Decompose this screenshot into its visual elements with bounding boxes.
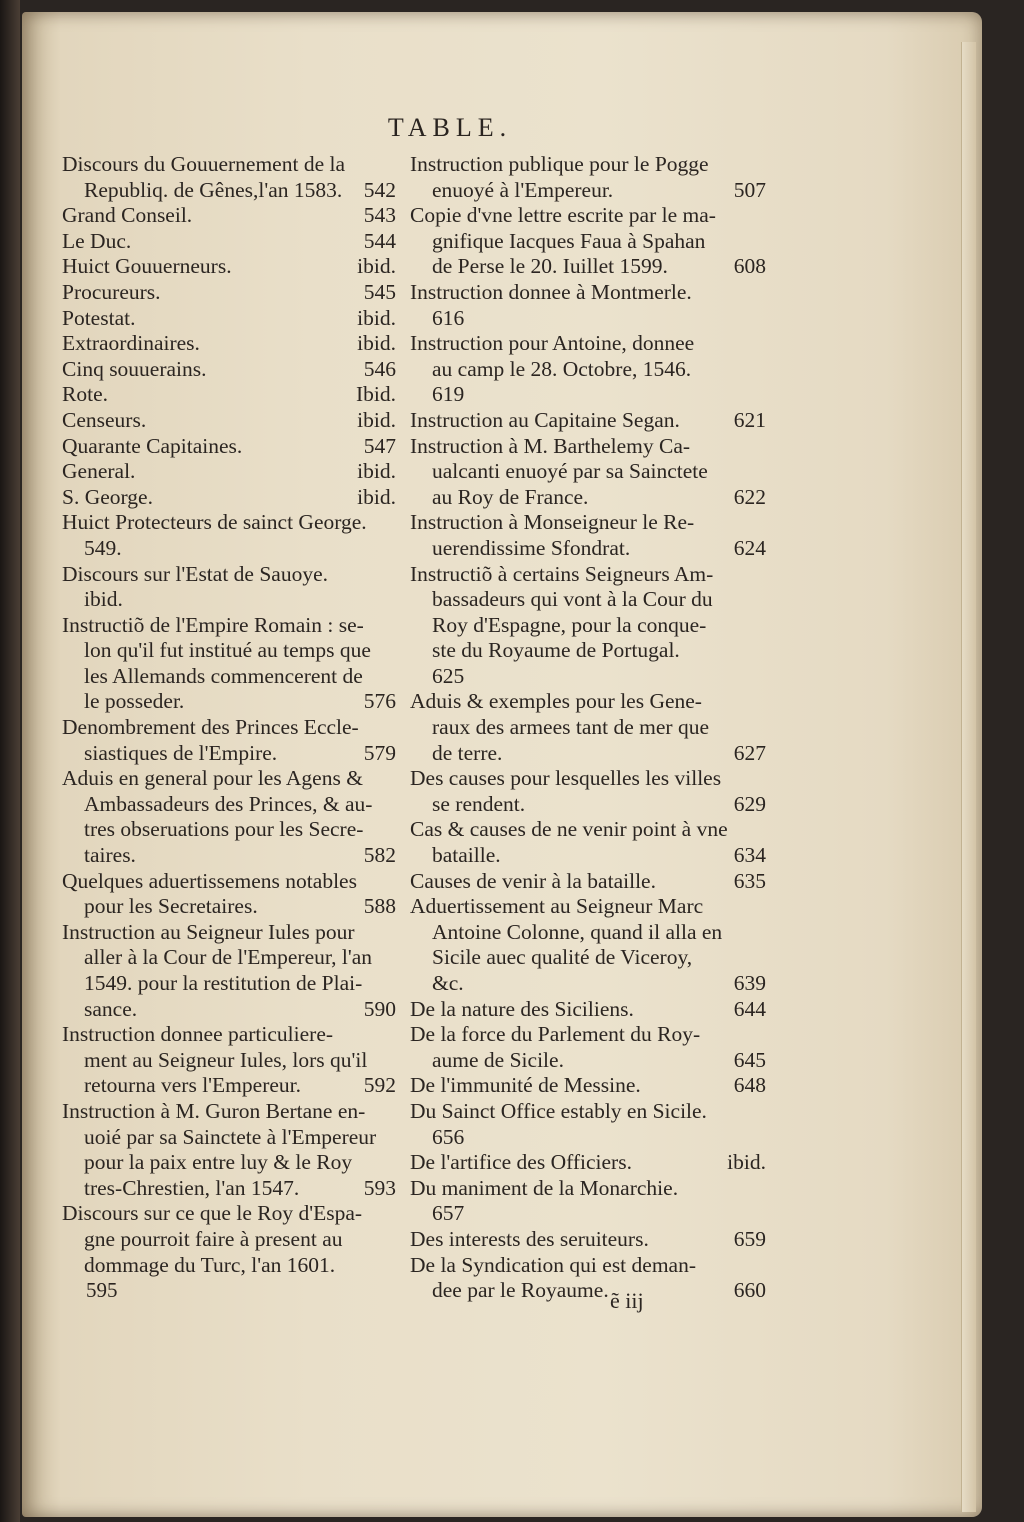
entry-text: &c.: [432, 971, 464, 995]
catchword: 595: [86, 1278, 118, 1302]
entry-text-line: [410, 997, 766, 1023]
entry-text: Cinq souuerains.: [62, 356, 207, 381]
entry-text: se rendent.: [432, 791, 526, 816]
entry-page-number: ibid.: [727, 1150, 766, 1175]
entry-text-line: aller à la Cour de l'Empereur, l'an: [84, 945, 373, 970]
entry-text-line: [62, 434, 396, 460]
index-entry: [410, 203, 766, 280]
entry-page-number: 547: [363, 433, 396, 458]
index-entry: [62, 152, 396, 203]
index-entry: [62, 203, 396, 229]
entry-text-line: [62, 1073, 396, 1099]
entry-text-line: Aduis & exemples pour les Gene-: [410, 689, 702, 714]
entry-page-number: 657: [432, 1201, 465, 1226]
entry-text-line: [62, 254, 396, 280]
index-entry: [410, 817, 766, 868]
entry-page-number: 592: [363, 1073, 396, 1098]
entry-page-number: 582: [363, 843, 396, 868]
index-entry: [410, 1022, 766, 1073]
index-entry: [62, 1022, 396, 1099]
entry-text: pour les Secretaires.: [84, 894, 258, 919]
entry-text-line: gne pourroit faire à present au: [84, 1226, 343, 1251]
entry-text-line: [410, 869, 766, 895]
entry-text: enuoyé à l'Empereur.: [432, 177, 614, 202]
entry-text-line: bassadeurs qui vont à la Cour du: [432, 587, 713, 612]
entry-text-line: Antoine Colonne, quand il alla en: [432, 919, 723, 944]
entry-page-number: 621: [733, 407, 766, 432]
entry-text-line: [62, 203, 396, 229]
entry-text-line: [62, 229, 396, 255]
entry-text: siastiques de l'Empire.: [84, 740, 278, 765]
entry-text-line: Discours sur l'Estat de Sauoye.: [62, 561, 329, 586]
entry-text-line: [410, 1227, 766, 1253]
entry-text-line: [410, 1048, 766, 1074]
index-entry: [62, 306, 396, 332]
entry-page-number: 656: [432, 1124, 465, 1149]
entry-page-number: 616: [432, 305, 465, 330]
entry-text-line: uoié par sa Sainctete à l'Empereur: [84, 1124, 377, 1149]
index-entry: [410, 562, 766, 690]
index-entry: [62, 869, 396, 920]
entry-text-line: les Allemands commencerent de: [84, 663, 363, 688]
entry-text: sance.: [84, 996, 138, 1021]
index-entry: [410, 434, 766, 511]
entry-text-line: [62, 280, 396, 306]
entry-page-number: ibid.: [357, 407, 396, 432]
entry-text-line: Instruction au Seigneur Iules pour: [62, 919, 355, 944]
entry-text: retourna vers l'Empereur.: [84, 1073, 301, 1098]
entry-text-line: Copie d'vne lettre escrite par le ma-: [410, 203, 716, 228]
entry-text-line: Ambassadeurs des Princes, & au-: [84, 791, 373, 816]
index-entry: [410, 1073, 766, 1099]
entry-text-line: Discours sur ce que le Roy d'Espa-: [62, 1201, 363, 1226]
entry-text: Extraordinaires.: [62, 331, 200, 356]
entry-text: bataille.: [432, 843, 501, 868]
entry-page-number: 660: [733, 1278, 766, 1303]
index-entry: [410, 997, 766, 1023]
index-entry: [62, 459, 396, 485]
entry-text-line: Du maniment de la Monarchie.: [410, 1175, 679, 1200]
entry-text-line: ualcanti enuoyé par sa Sainctete: [432, 459, 708, 484]
entry-text: Causes de venir à la bataille.: [410, 868, 656, 893]
entry-page-number: 545: [363, 279, 396, 304]
index-entry: [410, 1150, 766, 1176]
index-entry: [410, 766, 766, 817]
entry-text: De l'immunité de Messine.: [410, 1073, 641, 1098]
entry-text: Le Duc.: [62, 228, 132, 253]
entry-text: au Roy de France.: [432, 484, 589, 509]
entry-text-line: [410, 1073, 766, 1099]
index-entry: [410, 869, 766, 895]
entry-text-line: Instruction donnee particuliere-: [62, 1022, 334, 1047]
entry-text: Instruction au Capitaine Segan.: [410, 407, 680, 432]
entry-text-line: Instruction publique pour le Pogge: [410, 152, 709, 176]
entry-text-line: Quelques aduertissemens notables: [62, 868, 357, 893]
index-entry: [62, 434, 396, 460]
entry-text-line: ment au Seigneur Iules, lors qu'il: [84, 1047, 368, 1072]
entry-text-line: De la Syndication qui est deman-: [410, 1252, 696, 1277]
entry-text-line: [62, 382, 396, 408]
index-column-left: [62, 152, 396, 1278]
index-entry: [410, 894, 766, 996]
index-entry: [62, 766, 396, 868]
index-entry: [410, 1176, 766, 1227]
entry-text-line: [410, 485, 766, 511]
entry-text: Rote.: [62, 382, 108, 407]
entry-text: de Perse le 20. Iuillet 1599.: [432, 254, 668, 279]
entry-text-line: Discours du Gouuernement de la: [62, 152, 346, 176]
entry-text: de terre.: [432, 740, 503, 765]
entry-text-line: [410, 843, 766, 869]
index-entry: [62, 485, 396, 511]
entry-text-line: [62, 178, 396, 204]
index-entry: [410, 331, 766, 408]
entry-page-number: 546: [363, 356, 396, 381]
entry-text-line: lon qu'il fut institué au temps que: [84, 638, 371, 663]
entry-text-line: Aduis en general pour les Agens &: [62, 766, 363, 791]
entry-text-line: [62, 357, 396, 383]
entry-text: Grand Conseil.: [62, 203, 193, 228]
entry-text-line: Denombrement des Princes Eccle-: [62, 715, 359, 740]
entry-text: aume de Sicile.: [432, 1047, 564, 1072]
index-entry: [62, 280, 396, 306]
entry-page-number: ibid.: [357, 484, 396, 509]
entry-text: Procureurs.: [62, 279, 161, 304]
index-entry: [62, 510, 396, 561]
entry-page-number: 579: [363, 740, 396, 765]
signature-mark: ẽ iij: [610, 1288, 644, 1313]
entry-page-number: 593: [363, 1175, 396, 1200]
entry-page-number: 622: [733, 484, 766, 509]
entry-text: Republiq. de Gênes,l'an 1583.: [84, 177, 343, 202]
index-entry: [62, 1099, 396, 1201]
entry-text-line: Aduertissement au Seigneur Marc: [410, 894, 704, 919]
entry-text-line: Instructiõ de l'Empire Romain : se-: [62, 612, 364, 637]
entry-text-line: [410, 792, 766, 818]
entry-page-number: 639: [733, 971, 766, 995]
entry-text: General.: [62, 459, 136, 484]
index-entry: [62, 920, 396, 1022]
index-entry: [410, 408, 766, 434]
entry-page-number: 625: [432, 663, 465, 688]
entry-text: taires.: [84, 843, 136, 868]
entry-page-number: ibid.: [357, 331, 396, 356]
entry-text-line: Cas & causes de ne venir point à vne: [410, 817, 728, 842]
entry-text-line: [410, 408, 766, 434]
entry-text-line: [62, 331, 396, 357]
entry-text-line: [62, 894, 396, 920]
entry-text-line: [410, 971, 766, 997]
entry-text-line: [62, 741, 396, 767]
entry-text-line: pour la paix entre luy & le Roy: [84, 1150, 353, 1175]
entry-text: le posseder.: [84, 689, 185, 714]
entry-text-line: [62, 408, 396, 434]
entry-text-line: [62, 485, 396, 511]
entry-text-line: [62, 306, 396, 332]
entry-text-line: [62, 1176, 396, 1202]
entry-text-line: Roy d'Espagne, pour la conque-: [432, 612, 707, 637]
entry-text: S. George.: [62, 484, 153, 509]
entry-text-line: [62, 843, 396, 869]
index-entry: [62, 254, 396, 280]
entry-text-line: Instruction pour Antoine, donnee: [410, 331, 695, 356]
entry-text-line: gnifique Iacques Faua à Spahan: [432, 228, 706, 253]
index-entry: [410, 510, 766, 561]
entry-text: De la nature des Siciliens.: [410, 996, 634, 1021]
entry-page-number: ibid.: [357, 254, 396, 279]
entry-text: dee par le Royaume.: [432, 1278, 609, 1303]
index-entry: [410, 152, 766, 203]
entry-page-number: 590: [363, 996, 396, 1021]
index-entry: [62, 357, 396, 383]
index-entry: [62, 613, 396, 715]
entry-text-line: Instruction à M. Barthelemy Ca-: [410, 433, 691, 458]
page-header: TABLE.: [387, 113, 513, 142]
entry-page-number: 648: [733, 1073, 766, 1098]
entry-page-number: 576: [363, 689, 396, 714]
entry-text-line: 1549. pour la restitution de Plai-: [84, 971, 363, 995]
entry-text-line: Instruction à Monseigneur le Re-: [410, 510, 695, 535]
entry-text-line: [410, 254, 766, 280]
index-entry: [410, 1253, 766, 1304]
entry-page-number: 544: [363, 228, 396, 253]
entry-text-line: [62, 689, 396, 715]
entry-text-line: Des causes pour lesquelles les villes: [410, 766, 722, 791]
entry-page-number: Ibid.: [355, 382, 396, 407]
entry-text: Quarante Capitaines.: [62, 433, 243, 458]
index-entry: [410, 280, 766, 331]
index-entry: [410, 1099, 766, 1150]
entry-page-number: 644: [733, 996, 766, 1021]
entry-text-line: [410, 1150, 766, 1176]
index-entry: [62, 1201, 396, 1278]
entry-page-number: 634: [733, 843, 766, 868]
entry-text-line: De la force du Parlement du Roy-: [410, 1022, 701, 1047]
entry-page-number: 542: [363, 177, 396, 202]
entry-text-line: [410, 536, 766, 562]
entry-page-number: 549.: [84, 535, 122, 560]
entry-page-number: 635: [733, 868, 766, 893]
entry-page-number: 624: [733, 535, 766, 560]
entry-text-line: Instruction à M. Guron Bertane en-: [62, 1098, 366, 1123]
entry-text-line: tres obseruations pour les Secre-: [84, 817, 364, 842]
entry-page-number: ibid.: [357, 459, 396, 484]
index-entry: [62, 382, 396, 408]
entry-page-number: 507: [733, 177, 766, 202]
entry-page-number: 629: [733, 791, 766, 816]
index-entry: [62, 331, 396, 357]
entry-text: uerendissime Sfondrat.: [432, 535, 631, 560]
book-gutter: [0, 0, 20, 1522]
entry-text: Des interests des seruiteurs.: [410, 1226, 649, 1251]
entry-text-line: Instructiõ à certains Seigneurs Am-: [410, 561, 714, 586]
entry-page-number: 608: [733, 254, 766, 279]
entry-text: Censeurs.: [62, 407, 147, 432]
entry-page-number: ibid.: [84, 587, 123, 612]
entry-text-line: ste du Royaume de Portugal.: [432, 638, 680, 663]
index-entry: [62, 715, 396, 766]
index-entry: [410, 689, 766, 766]
entry-text-line: raux des armees tant de mer que: [432, 715, 709, 740]
entry-text-line: dommage du Turc, l'an 1601.: [84, 1252, 336, 1277]
entry-text: Huict Gouuerneurs.: [62, 254, 232, 279]
index-entry: [62, 408, 396, 434]
entry-page-number: 619: [432, 382, 465, 407]
entry-text-line: [410, 1278, 766, 1304]
entry-page-number: 645: [733, 1047, 766, 1072]
entry-page-number: 659: [733, 1226, 766, 1251]
index-column-right: [410, 152, 766, 1304]
entry-text: tres-Chrestien, l'an 1547.: [84, 1175, 300, 1200]
entry-page-number: 588: [363, 894, 396, 919]
entry-page-number: 543: [363, 203, 396, 228]
entry-text: De l'artifice des Officiers.: [410, 1150, 632, 1175]
index-entry: [62, 229, 396, 255]
entry-text-line: Huict Protecteurs de sainct George.: [62, 510, 367, 535]
entry-page-number: 627: [733, 740, 766, 765]
entry-text-line: Sicile auec qualité de Viceroy,: [432, 945, 693, 970]
entry-text-line: au camp le 28. Octobre, 1546.: [432, 356, 692, 381]
entry-text-line: [62, 997, 396, 1023]
entry-text: Potestat.: [62, 305, 136, 330]
index-entry: [62, 562, 396, 613]
entry-text-line: [410, 178, 766, 204]
entry-text-line: Instruction donnee à Montmerle.: [410, 279, 692, 304]
index-entry: [410, 1227, 766, 1253]
entry-page-number: ibid.: [357, 305, 396, 330]
entry-text-line: Du Sainct Office estably en Sicile.: [410, 1098, 707, 1123]
entry-text-line: [62, 459, 396, 485]
entry-text-line: [410, 741, 766, 767]
page-edge: [961, 42, 976, 1512]
